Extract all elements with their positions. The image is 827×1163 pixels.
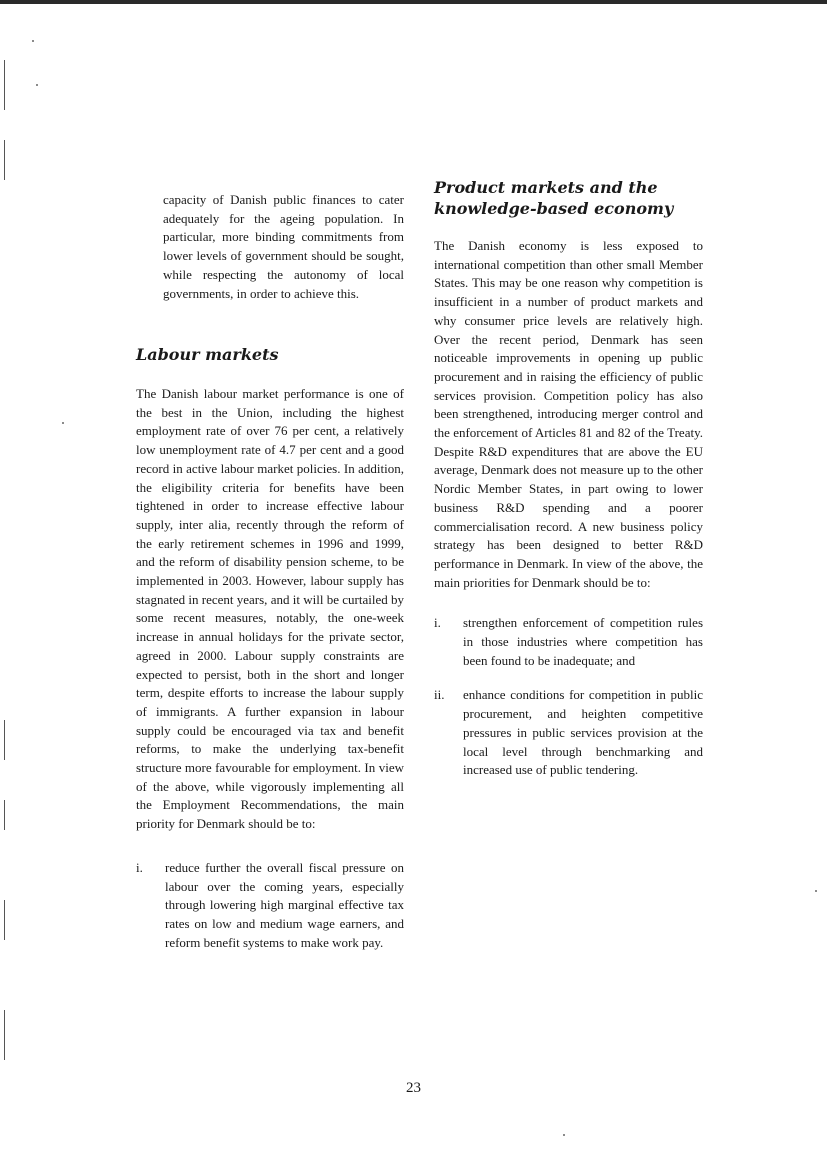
scan-margin-mark xyxy=(4,800,5,830)
section-heading xyxy=(434,177,703,219)
list-item xyxy=(434,686,703,780)
list-item-text: enhance conditions for competition in public procurement, and heighten competitive pressures in public services provision at the local level through benchmarking and increased use of public tendering. xyxy=(463,687,703,778)
list-item-text: reduce further the overall fiscal pressure on labour over the coming years, especially through lowering high marginal effective tax rates on low and medium wage earners, and reform benefit systems to make work pay. xyxy=(165,859,404,950)
list-item-number: ii. xyxy=(434,687,445,703)
scan-margin-mark xyxy=(4,900,5,940)
section-heading-line: knowledge-based economy xyxy=(434,199,674,218)
scan-speck xyxy=(815,890,817,892)
page-number: 23 xyxy=(406,1080,421,1096)
list-item-number: i. xyxy=(434,615,441,631)
labour-markets-body: The Danish labour market performance is one of the best in the Union, including the highest employment rate of over 76 per cent, a relatively low unemployment rate of 4.7 per cent and a good record in active labour market policies. In addition, the eligibility criteria for benefits have been tightened in order to increase effective labour supply, inter alia, recently through the reform of the early retirement schemes in 1996 and 1999, and the reform of disability pension scheme, to be implemented in 2003. However, labour supply has stagnated in recent years, and it will be curtailed by some recent measures, notably, the one-week increase in annual holidays for the private sector, agreed in 2000. Labour supply constraints are expected to persist, both in the short and longer term, despite efforts to increase the labour supply of immigrants. A further expansion in labour supply could be encouraged via tax and benefit reforms, to make the underlying tax-benefit structure more favourable for employment. In view of the above, while vigorously implementing all the Employment Recommendations, the main priority for Denmark should be to: xyxy=(136,386,404,832)
scan-speck xyxy=(32,40,34,42)
scan-margin-mark xyxy=(4,1010,5,1060)
labour-markets-section xyxy=(136,344,404,952)
scan-margin-mark xyxy=(4,140,5,180)
list-item xyxy=(136,859,404,953)
section-heading-line: Product markets and the xyxy=(434,178,658,197)
scan-speck xyxy=(62,422,64,424)
list-item-text: strengthen enforcement of competition rules in those industries where competition has been found to be inadequate; and xyxy=(463,615,703,668)
list-item-number: i. xyxy=(136,859,143,875)
scan-margin-mark xyxy=(4,60,5,110)
section-heading: Labour markets xyxy=(136,345,279,364)
scan-margin-mark xyxy=(4,720,5,760)
product-markets-section xyxy=(434,177,703,780)
product-markets-body: The Danish economy is less exposed to international competition than other small Member States. This may be one reason why competition is insufficient in a number of product markets and why consumer price levels are relatively high. Over the recent period, Denmark has seen noticeable improvements in opening up public procurement and in raising the efficiency of public services provision. Competition policy has also been strengthened, introducing merger control and the enforcement of Articles 81 and 82 of the Treaty. Despite R&D expenditures that are above the EU average, Denmark does not measure up to the other Nordic Member States, in part owing to lower business R&D spending and a poorer commercialisation record. A new business policy strategy has been designed to better R&D performance in Denmark. In view of the above, the main priorities for Denmark should be to: xyxy=(434,238,703,590)
scan-speck xyxy=(36,84,38,86)
scan-speck xyxy=(563,1134,565,1136)
scan-top-edge xyxy=(0,0,827,4)
continued-paragraph: capacity of Danish public finances to cater adequately for the ageing population. In particular, more binding commitments from lower levels of government should be sought, while respecting the autonomy of local governments, in order to achieve this. xyxy=(163,192,404,301)
list-item xyxy=(434,614,703,670)
